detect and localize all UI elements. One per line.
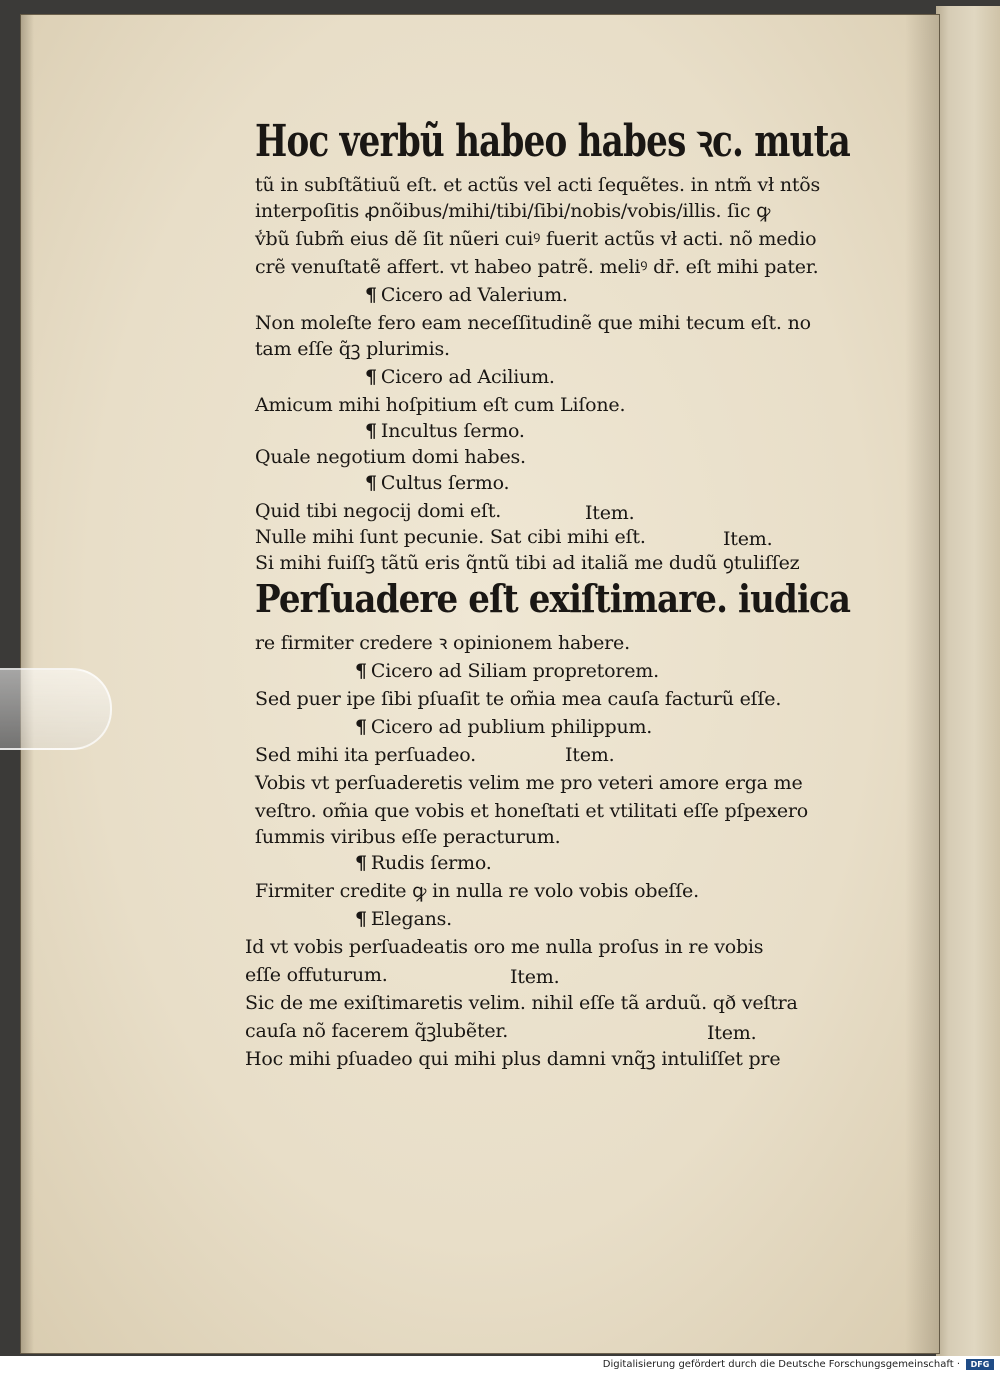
text-line: Firmiter credite ꝙ in nulla re volo vobis obeſſe. <box>255 880 699 902</box>
item-label: Item. <box>723 528 773 550</box>
section-heading: ¶ Cultus ſermo. <box>365 472 510 494</box>
text-line: Amicum mihi hoſpitium eſt cum Liſone. <box>255 394 626 416</box>
pilcrow-icon: ¶ <box>355 660 367 682</box>
item-label: Item. <box>707 1022 757 1044</box>
text-line: Quale negotium domi habes. <box>255 446 526 468</box>
text-line: eſſe offuturum. <box>245 964 388 986</box>
text-line: Perſuadere eſt exiſtimare. iudica <box>255 576 851 621</box>
text-line: cauſa nõ facerem q̃ꝫlubẽter. <box>245 1020 509 1042</box>
pilcrow-icon: ¶ <box>355 716 367 738</box>
text-line: re firmiter credere ꝛ opinionem habere. <box>255 632 630 654</box>
pilcrow-icon: ¶ <box>355 908 367 930</box>
pilcrow-icon: ¶ <box>365 472 377 494</box>
text-line: interpoſitis ꝓnõibus/mihi/tibi/ſibi/nobis/vobis/illis. ſic ꝙ <box>255 200 771 222</box>
next-page-edge <box>936 6 1000 1356</box>
section-heading: ¶ Incultus ſermo. <box>365 420 525 442</box>
digitization-credit: Digitalisierung gefördert durch die Deutsche Forschungsgemeinschaft · <box>602 1359 960 1370</box>
item-label: Item. <box>585 502 635 524</box>
section-heading: ¶ Cicero ad Siliam propretorem. <box>355 660 659 682</box>
text-line: Id vt vobis perſuadeatis oro me nulla proſus in re vobis <box>245 936 764 958</box>
pilcrow-icon: ¶ <box>365 420 377 442</box>
text-line: Si mihi fuiſſꝫ tãtũ eris q̃ntũ tibi ad italiã me dudũ ꝯtuliſſez <box>255 552 800 574</box>
item-label: Item. <box>565 744 615 766</box>
dfg-logo: DFG <box>966 1359 994 1370</box>
text-line: Sed mihi ita perſuadeo. <box>255 744 477 766</box>
page-clip <box>0 668 112 750</box>
text-line: tũ in subſtãtiuũ eſt. et actũs vel acti ſequẽtes. in ntm̃ vł ntõs <box>255 174 821 196</box>
section-heading: ¶ Cicero ad Acilium. <box>365 366 555 388</box>
section-heading: ¶ Elegans. <box>355 908 452 930</box>
text-line: Vobis vt perſuaderetis velim me pro veteri amore erga me <box>255 772 803 794</box>
text-line: Sic de me exiſtimaretis velim. nihil eſſe tã arduũ. qð veſtra <box>245 992 798 1014</box>
section-heading: ¶ Cicero ad Valerium. <box>365 284 568 306</box>
text-line: tam eſſe q̃ꝫ plurimis. <box>255 338 450 360</box>
text-line: Sed puer ipe ſibi pſuaſit te om̃ia mea cauſa facturũ eſſe. <box>255 688 782 710</box>
pilcrow-icon: ¶ <box>365 366 377 388</box>
text-line: ſummis viribus eſſe peracturum. <box>255 826 561 848</box>
text-line: Hoc mihi pſuadeo qui mihi plus damni vnq̃ꝫ intuliſſet pre <box>245 1048 781 1070</box>
text-line: v̾bũ ſubm̃ eius dẽ ſit nũeri cuiꝰ fuerit actũs vł acti. nõ medio <box>255 228 817 250</box>
pilcrow-icon: ¶ <box>365 284 377 306</box>
text-line: Quid tibi negocij domi eſt. <box>255 500 502 522</box>
footer-bar <box>0 1356 1000 1373</box>
text-line: veſtro. om̃ia que vobis et honeſtati et vtilitati eſſe pſpexero <box>255 800 809 822</box>
page-shadow-right <box>905 14 940 1354</box>
item-label: Item. <box>510 966 560 988</box>
text-line: crẽ venuſtatẽ affert. vt habeo patrẽ. meliꝰ dr̄. eſt mihi pater. <box>255 256 819 278</box>
section-heading: ¶ Cicero ad publium philippum. <box>355 716 653 738</box>
text-line: Hoc verbũ habeo habes ꝛc. muta <box>255 116 851 167</box>
text-line: Nulle mihi ſunt pecunie. Sat cibi mihi eſt. <box>255 526 646 548</box>
text-line: Non moleſte fero eam neceſſitudinẽ que mihi tecum eſt. no <box>255 312 811 334</box>
pilcrow-icon: ¶ <box>355 852 367 874</box>
section-heading: ¶ Rudis ſermo. <box>355 852 492 874</box>
